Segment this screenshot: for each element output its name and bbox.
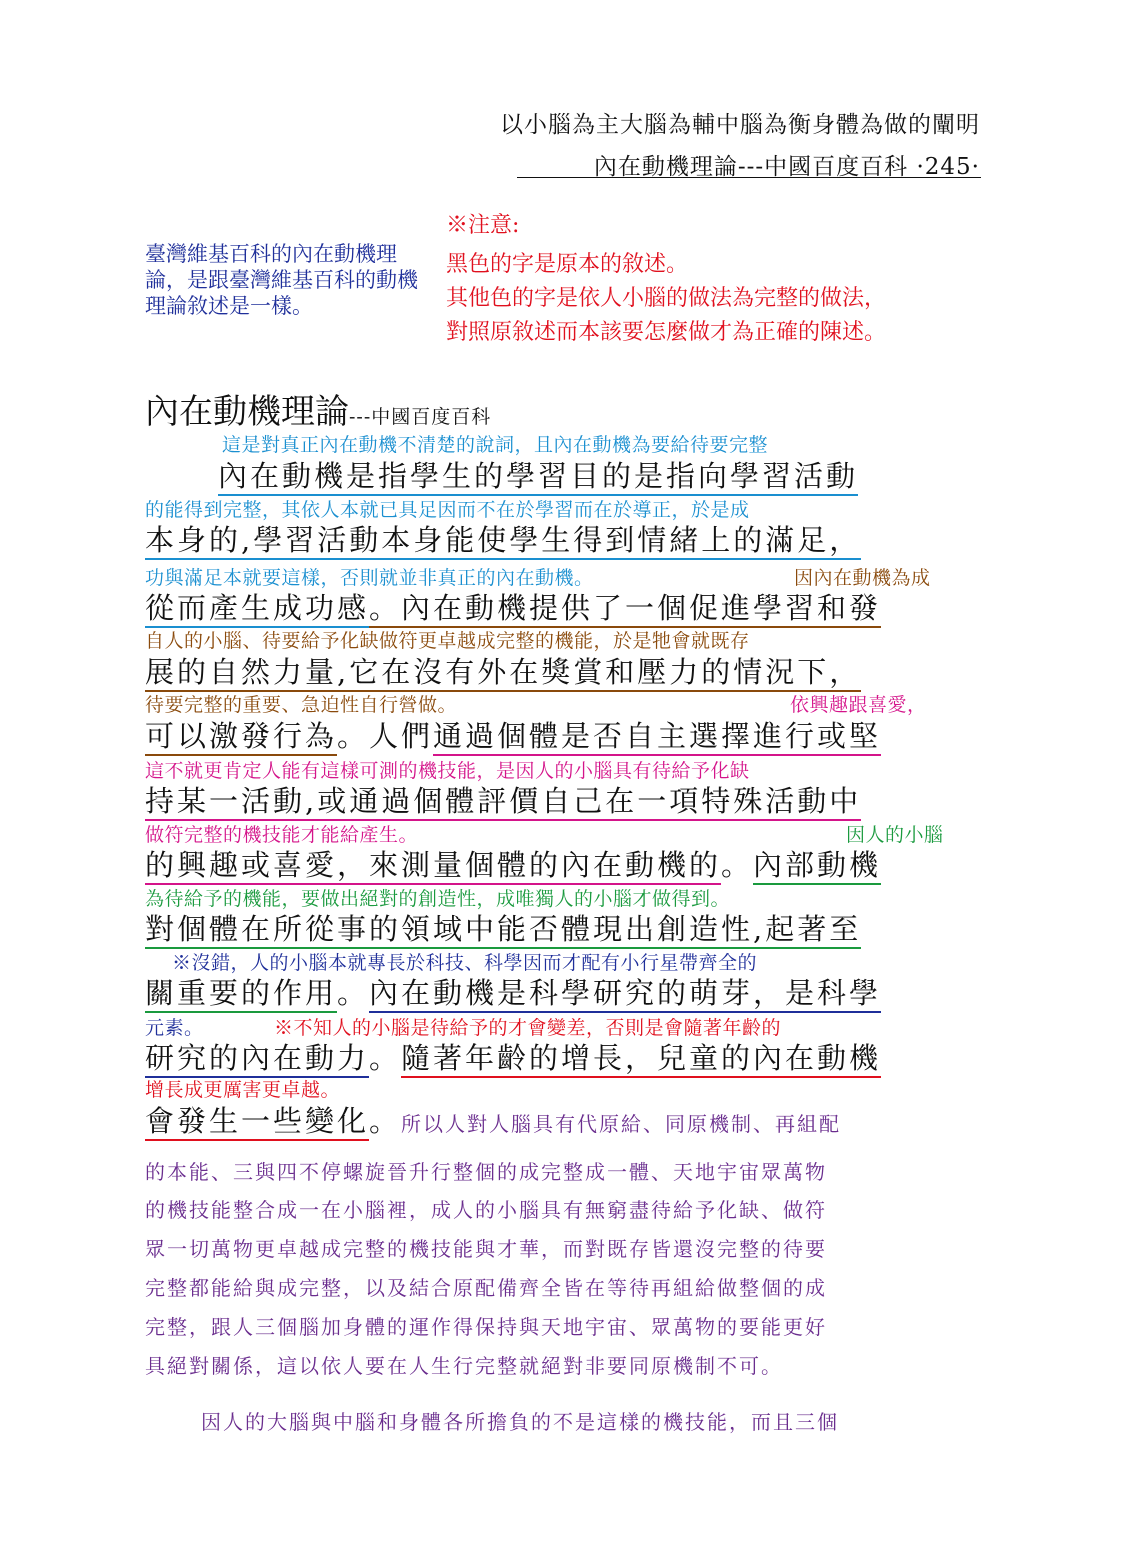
main-text-line	[145, 650, 861, 691]
main-text-segment: 。內在動機提供了一個促進學習和發	[369, 591, 881, 628]
main-text-line	[145, 843, 881, 884]
annotation-line: 的能得到完整，其依人本就已具足因而不在於學習而在於導正，於是成	[145, 499, 750, 521]
main-text-line	[145, 907, 861, 948]
body-line-last: 因人的大腦與中腦和身體各所擔負的不是這樣的機技能，而且三個	[201, 1410, 839, 1434]
side-note: 臺灣維基百科的內在動機理論，是跟臺灣維基百科的動機理論敘述是一樣。	[145, 242, 418, 318]
notice-line-1: 黑色的字是原本的敘述。	[446, 252, 689, 277]
main-text-segment: 本身的,學習活動本身能使學生得到情緒上的滿足，	[145, 523, 861, 560]
body-line: 的機技能整合成一在小腦裡，成人的小腦具有無窮盡待給予化缺、做符	[145, 1198, 827, 1222]
main-text-segment: 所以人對人腦具有代原給、同原機制、再組配	[401, 1112, 842, 1136]
annotation-line: 這是對真正內在動機不清楚的說詞，且內在動機為要給待要完整	[222, 434, 769, 456]
annotation-line: 功與滿足本就要這樣，否則就並非真正的內在動機。	[145, 567, 594, 589]
annotation-line: ※不知人的小腦是待給予的才會變差，否則是會隨著年齡的	[274, 1017, 782, 1039]
main-text-segment: 會發生一些變化	[145, 1104, 369, 1141]
body-line: 的本能、三與四不停螺旋晉升行整個的成完整成一體、天地宇宙眾萬物	[145, 1160, 827, 1184]
annotation-line: 待要完整的重要、急迫性自行營做。	[145, 694, 458, 716]
main-text-line	[145, 714, 881, 755]
main-text-line	[145, 1099, 841, 1140]
main-text-segment: 內部動機	[753, 848, 881, 885]
main-text-line	[145, 1036, 881, 1077]
main-text-segment: 。	[369, 1104, 402, 1138]
body-line: 眾一切萬物更卓越成完整的機技能與才華，而對既存皆還沒完整的待要	[145, 1237, 827, 1261]
main-text-line	[145, 518, 861, 559]
main-text-segment: 內在動機是指學生的學習目的是指向學習活動	[218, 459, 858, 496]
running-header-title: 以小腦為主大腦為輔中腦為衡身體為做的闡明	[500, 112, 980, 138]
main-text-segment: 。人們	[337, 719, 434, 753]
body-line: 完整都能給與成完整，以及結合原配備齊全皆在等待再組給做整個的成	[145, 1276, 827, 1300]
annotation-line: 做符完整的機技能才能給產生。	[145, 824, 419, 846]
annotation-line: 依興趣跟喜愛，	[790, 694, 927, 716]
main-text-segment: 展的自然力量,它在沒有外在獎賞和壓力的情況下，	[145, 655, 861, 692]
main-text-segment: 對個體在所從事的領域中能否體現出創造性,起著至	[145, 912, 861, 949]
main-text-segment: 。	[369, 1041, 402, 1075]
main-text-segment: 通過個體是否自主選擇進行或堅	[433, 719, 881, 756]
notice-title: ※注意:	[446, 213, 520, 238]
main-text-segment: 從而產生成功感	[145, 591, 369, 628]
main-text-segment: 。	[721, 848, 754, 882]
main-text-segment: 內在動機是科學研究的萌芽，是科學	[369, 976, 881, 1013]
annotation-line: 這不就更肯定人能有這樣可測的機技能，是因人的小腦具有待給予化缺	[145, 760, 750, 782]
section-title	[145, 384, 491, 433]
main-text-segment: 的興趣或喜愛，來測量個體的內在動機的	[145, 848, 721, 885]
annotation-line: 因內在動機為成	[794, 567, 931, 589]
section-title-main: 內在動機理論	[145, 392, 349, 432]
body-line: 完整，跟人三個腦加身體的運作得保持與天地宇宙、眾萬物的要能更好	[145, 1315, 827, 1339]
annotation-line: 自人的小腦、待要給予化缺做符更卓越成完整的機能，於是牠會就既存	[145, 630, 750, 652]
annotation-line: 元素。	[145, 1017, 204, 1039]
main-text-line	[145, 586, 881, 627]
main-text-segment: 可以激發行為	[145, 719, 337, 756]
annotation-line: ※沒錯，人的小腦本就專長於科技、科學因而才配有小行星帶齊全的	[172, 952, 758, 974]
annotation-line: 因人的小腦	[846, 824, 944, 846]
annotation-line: 增長成更厲害更卓越。	[145, 1079, 341, 1101]
main-text-segment: 關重要的作用	[145, 976, 337, 1013]
section-title-source: ---中國百度百科	[349, 406, 492, 428]
main-text-line	[145, 779, 861, 820]
main-text-segment: 隨著年齡的增長，兒童的內在動機	[401, 1041, 881, 1078]
main-text-line	[218, 454, 858, 495]
main-text-segment: 持某一活動,或通過個體評價自己在一項特殊活動中	[145, 784, 861, 821]
notice-line-2: 其他色的字是依人小腦的做法為完整的做法，	[446, 286, 887, 311]
body-line: 具絕對關係，這以依人要在人生行完整就絕對非要同原機制不可。	[145, 1354, 783, 1378]
header-rule	[517, 177, 981, 178]
main-text-segment: 。	[337, 976, 370, 1010]
main-text-line	[145, 971, 881, 1012]
main-text-segment: 研究的內在動力	[145, 1041, 369, 1078]
notice-line-3: 對照原敘述而本該要怎麼做才為正確的陳述。	[446, 320, 887, 345]
running-header-subtitle: 內在動機理論---中國百度百科 ·245·	[593, 154, 980, 180]
annotation-line: 為待給予的機能，要做出絕對的創造性，成唯獨人的小腦才做得到。	[145, 888, 731, 910]
